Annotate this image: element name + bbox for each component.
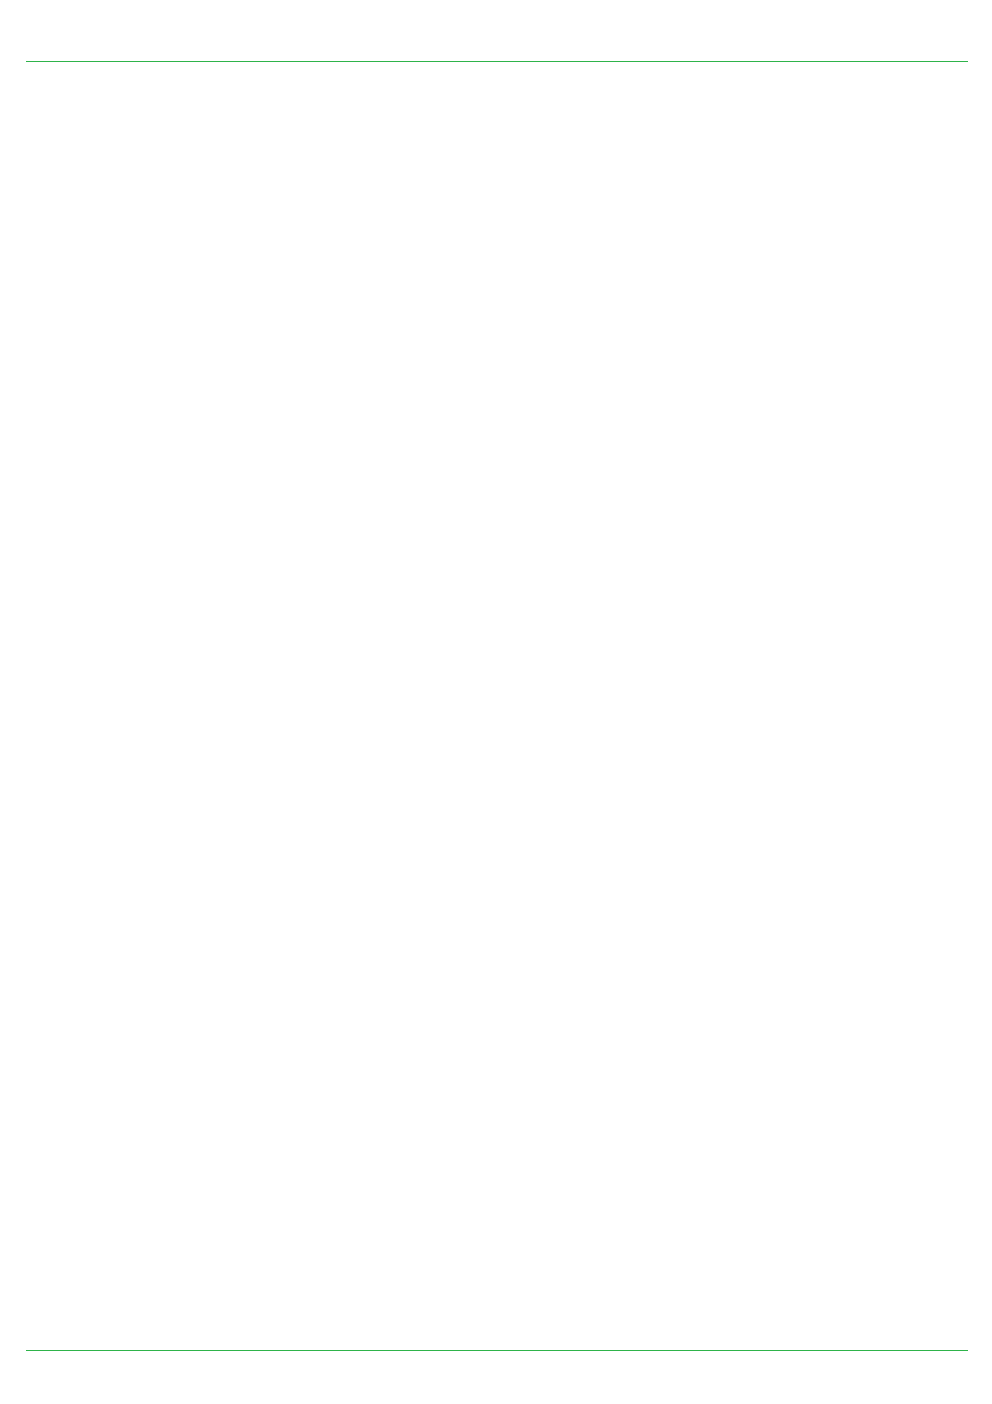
header-rule: [26, 61, 968, 62]
footer-rule: [26, 1350, 968, 1351]
